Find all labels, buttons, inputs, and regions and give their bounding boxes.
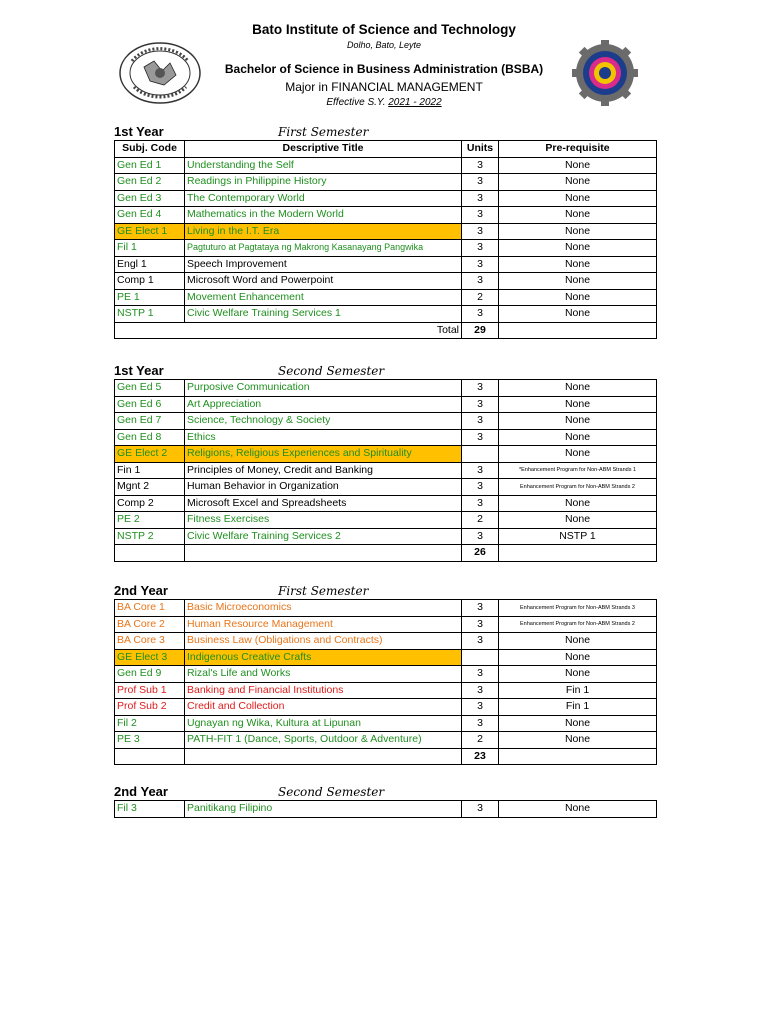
- units-cell: 3: [462, 223, 499, 240]
- prerequisite-cell: *Enhancement Program for Non-ABM Strands 1: [499, 462, 657, 479]
- descriptive-title-cell: Speech Improvement: [185, 256, 462, 273]
- table-row: [115, 616, 657, 633]
- subject-code-cell: BA Core 3: [115, 633, 185, 650]
- descriptive-title-cell: Civic Welfare Training Services 1: [185, 306, 462, 323]
- total-label: Total: [115, 322, 462, 339]
- units-cell: 3: [462, 207, 499, 224]
- units-cell: 3: [462, 256, 499, 273]
- school-seal-logo: [118, 41, 202, 105]
- units-cell: [462, 649, 499, 666]
- total-row: [115, 748, 657, 765]
- prerequisite-cell: None: [499, 801, 657, 818]
- units-cell: 3: [462, 666, 499, 683]
- course-rows: [115, 801, 657, 818]
- units-cell: 3: [462, 190, 499, 207]
- course-table: [114, 800, 657, 818]
- descriptive-title-cell: PATH-FIT 1 (Dance, Sports, Outdoor & Adventure): [185, 732, 462, 749]
- total-row: [115, 545, 657, 562]
- total-empty: [115, 748, 185, 765]
- table-row: [115, 682, 657, 699]
- year-label: 1st Year: [114, 363, 164, 378]
- prerequisite-cell: None: [499, 396, 657, 413]
- table-row: [115, 512, 657, 529]
- subject-code-cell: Gen Ed 4: [115, 207, 185, 224]
- semester-label: First Semester: [278, 584, 369, 598]
- prerequisite-cell: None: [499, 380, 657, 397]
- descriptive-title-cell: Basic Microeconomics: [185, 600, 462, 617]
- descriptive-title-cell: Rizal's Life and Works: [185, 666, 462, 683]
- prerequisite-cell: None: [499, 174, 657, 191]
- subject-code-cell: NSTP 2: [115, 528, 185, 545]
- subject-code-cell: Gen Ed 5: [115, 380, 185, 397]
- prerequisite-cell: None: [499, 306, 657, 323]
- prerequisite-cell: Enhancement Program for Non-ABM Strands 3: [499, 600, 657, 617]
- table-row: [115, 380, 657, 397]
- total-empty: [499, 322, 657, 339]
- subject-code-cell: Gen Ed 3: [115, 190, 185, 207]
- units-cell: 3: [462, 306, 499, 323]
- prerequisite-cell: None: [499, 413, 657, 430]
- subject-code-cell: Fil 1: [115, 240, 185, 257]
- units-cell: 3: [462, 396, 499, 413]
- descriptive-title-cell: Indigenous Creative Crafts: [185, 649, 462, 666]
- table-header-row: [115, 141, 657, 158]
- units-cell: 3: [462, 479, 499, 496]
- prerequisite-cell: None: [499, 207, 657, 224]
- table-row: [115, 223, 657, 240]
- descriptive-title-cell: Credit and Collection: [185, 699, 462, 716]
- subject-code-cell: GE Elect 2: [115, 446, 185, 463]
- units-cell: 2: [462, 512, 499, 529]
- table-row: [115, 633, 657, 650]
- subject-code-cell: Prof Sub 2: [115, 699, 185, 716]
- table-row: [115, 240, 657, 257]
- units-cell: 2: [462, 289, 499, 306]
- prerequisite-cell: None: [499, 495, 657, 512]
- descriptive-title-cell: Microsoft Excel and Spreadsheets: [185, 495, 462, 512]
- prerequisite-cell: None: [499, 273, 657, 290]
- descriptive-title-cell: Human Behavior in Organization: [185, 479, 462, 496]
- units-cell: 3: [462, 715, 499, 732]
- prerequisite-cell: None: [499, 240, 657, 257]
- prerequisite-cell: None: [499, 715, 657, 732]
- table-row: [115, 256, 657, 273]
- units-cell: 3: [462, 273, 499, 290]
- subject-code-cell: GE Elect 1: [115, 223, 185, 240]
- prerequisite-cell: Fin 1: [499, 682, 657, 699]
- table-row: [115, 306, 657, 323]
- units-cell: 3: [462, 633, 499, 650]
- units-cell: 2: [462, 732, 499, 749]
- prerequisite-cell: Fin 1: [499, 699, 657, 716]
- subject-code-cell: BA Core 2: [115, 616, 185, 633]
- table-row: [115, 273, 657, 290]
- institution-name: Bato Institute of Science and Technology: [252, 22, 516, 37]
- table-row: [115, 732, 657, 749]
- prerequisite-cell: None: [499, 512, 657, 529]
- prerequisite-cell: None: [499, 666, 657, 683]
- prerequisite-cell: None: [499, 446, 657, 463]
- col-header-units: Units: [462, 141, 499, 158]
- table-row: [115, 495, 657, 512]
- subject-code-cell: PE 3: [115, 732, 185, 749]
- prerequisite-cell: None: [499, 157, 657, 174]
- table-row: [115, 174, 657, 191]
- prerequisite-cell: None: [499, 429, 657, 446]
- table-row: [115, 666, 657, 683]
- table-row: [115, 649, 657, 666]
- prerequisite-cell: None: [499, 732, 657, 749]
- table-row: [115, 429, 657, 446]
- effective-year: [0, 97, 768, 108]
- table-row: [115, 396, 657, 413]
- major-title: Major in FINANCIAL MANAGEMENT: [285, 80, 483, 94]
- table-row: [115, 446, 657, 463]
- descriptive-title-cell: Business Law (Obligations and Contracts): [185, 633, 462, 650]
- subject-code-cell: Gen Ed 9: [115, 666, 185, 683]
- col-header-title: Descriptive Title: [185, 141, 462, 158]
- units-cell: 3: [462, 528, 499, 545]
- total-row: [115, 322, 657, 339]
- units-cell: 3: [462, 616, 499, 633]
- total-empty: [115, 545, 185, 562]
- prerequisite-cell: NSTP 1: [499, 528, 657, 545]
- units-cell: 3: [462, 600, 499, 617]
- year-label: 1st Year: [114, 124, 164, 139]
- subject-code-cell: Comp 2: [115, 495, 185, 512]
- descriptive-title-cell: Purposive Communication: [185, 380, 462, 397]
- units-cell: 3: [462, 462, 499, 479]
- total-empty: [499, 545, 657, 562]
- prerequisite-cell: None: [499, 633, 657, 650]
- total-units: 29: [462, 322, 499, 339]
- table-row: [115, 462, 657, 479]
- course-table: [114, 140, 657, 339]
- table-row: [115, 157, 657, 174]
- gear-emblem-logo: [568, 40, 642, 106]
- descriptive-title-cell: The Contemporary World: [185, 190, 462, 207]
- subject-code-cell: Comp 1: [115, 273, 185, 290]
- descriptive-title-cell: Human Resource Management: [185, 616, 462, 633]
- table-row: [115, 600, 657, 617]
- effective-prefix: Effective S.Y.: [326, 97, 386, 108]
- subject-code-cell: Fil 3: [115, 801, 185, 818]
- semester-label: First Semester: [278, 125, 369, 139]
- units-cell: 3: [462, 495, 499, 512]
- program-title: Bachelor of Science in Business Administration (BSBA): [224, 62, 544, 76]
- effective-year-value: 2021 - 2022: [388, 97, 442, 108]
- prerequisite-cell: None: [499, 649, 657, 666]
- subject-code-cell: Mgnt 2: [115, 479, 185, 496]
- descriptive-title-cell: Fitness Exercises: [185, 512, 462, 529]
- table-row: [115, 528, 657, 545]
- descriptive-title-cell: Pagtuturo at Pagtataya ng Makrong Kasanayang Pangwika: [185, 240, 462, 257]
- units-cell: 3: [462, 429, 499, 446]
- descriptive-title-cell: Ethics: [185, 429, 462, 446]
- subject-code-cell: PE 2: [115, 512, 185, 529]
- units-cell: 3: [462, 240, 499, 257]
- descriptive-title-cell: Mathematics in the Modern World: [185, 207, 462, 224]
- units-cell: 3: [462, 682, 499, 699]
- units-cell: 3: [462, 380, 499, 397]
- subject-code-cell: Gen Ed 7: [115, 413, 185, 430]
- descriptive-title-cell: Science, Technology & Society: [185, 413, 462, 430]
- prerequisite-cell: None: [499, 289, 657, 306]
- total-label: [185, 748, 462, 765]
- table-row: [115, 801, 657, 818]
- semester-label: Second Semester: [278, 364, 385, 378]
- table-row: [115, 479, 657, 496]
- course-table: [114, 379, 657, 562]
- total-units: 26: [462, 545, 499, 562]
- section-1st-year-second-semester: [114, 363, 656, 562]
- section-2nd-year-second-semester: [114, 784, 656, 818]
- year-label: 2nd Year: [114, 784, 168, 799]
- descriptive-title-cell: Ugnayan ng Wika, Kultura at Lipunan: [185, 715, 462, 732]
- semester-label: Second Semester: [278, 785, 385, 799]
- prerequisite-cell: None: [499, 190, 657, 207]
- subject-code-cell: PE 1: [115, 289, 185, 306]
- institution-address: Dolho, Bato, Leyte: [346, 40, 422, 50]
- prerequisite-cell: None: [499, 223, 657, 240]
- col-header-prereq: Pre-requisite: [499, 141, 657, 158]
- course-rows: [115, 157, 657, 322]
- subject-code-cell: Fil 2: [115, 715, 185, 732]
- descriptive-title-cell: Movement Enhancement: [185, 289, 462, 306]
- subject-code-cell: Gen Ed 8: [115, 429, 185, 446]
- section-1st-year-first-semester: [114, 124, 656, 339]
- table-row: [115, 699, 657, 716]
- prerequisite-cell: Enhancement Program for Non-ABM Strands 2: [499, 616, 657, 633]
- subject-code-cell: GE Elect 3: [115, 649, 185, 666]
- course-table: [114, 599, 657, 765]
- prerequisite-cell: Enhancement Program for Non-ABM Strands 2: [499, 479, 657, 496]
- descriptive-title-cell: Religions, Religious Experiences and Spirituality: [185, 446, 462, 463]
- course-rows: [115, 380, 657, 545]
- descriptive-title-cell: Civic Welfare Training Services 2: [185, 528, 462, 545]
- subject-code-cell: Gen Ed 2: [115, 174, 185, 191]
- total-empty: [499, 748, 657, 765]
- table-row: [115, 715, 657, 732]
- subject-code-cell: Gen Ed 6: [115, 396, 185, 413]
- descriptive-title-cell: Panitikang Filipino: [185, 801, 462, 818]
- units-cell: 3: [462, 413, 499, 430]
- descriptive-title-cell: Microsoft Word and Powerpoint: [185, 273, 462, 290]
- descriptive-title-cell: Art Appreciation: [185, 396, 462, 413]
- table-row: [115, 413, 657, 430]
- table-row: [115, 207, 657, 224]
- descriptive-title-cell: Readings in Philippine History: [185, 174, 462, 191]
- total-units: 23: [462, 748, 499, 765]
- subject-code-cell: Engl 1: [115, 256, 185, 273]
- table-row: [115, 289, 657, 306]
- subject-code-cell: Gen Ed 1: [115, 157, 185, 174]
- descriptive-title-cell: Principles of Money, Credit and Banking: [185, 462, 462, 479]
- units-cell: 3: [462, 801, 499, 818]
- descriptive-title-cell: Understanding the Self: [185, 157, 462, 174]
- subject-code-cell: NSTP 1: [115, 306, 185, 323]
- section-2nd-year-first-semester: [114, 583, 656, 765]
- units-cell: [462, 446, 499, 463]
- subject-code-cell: Prof Sub 1: [115, 682, 185, 699]
- descriptive-title-cell: Living in the I.T. Era: [185, 223, 462, 240]
- subject-code-cell: Fin 1: [115, 462, 185, 479]
- prerequisite-cell: None: [499, 256, 657, 273]
- course-rows: [115, 600, 657, 749]
- year-label: 2nd Year: [114, 583, 168, 598]
- subject-code-cell: BA Core 1: [115, 600, 185, 617]
- units-cell: 3: [462, 174, 499, 191]
- units-cell: 3: [462, 157, 499, 174]
- col-header-code: Subj. Code: [115, 141, 185, 158]
- descriptive-title-cell: Banking and Financial Institutions: [185, 682, 462, 699]
- units-cell: 3: [462, 699, 499, 716]
- total-label: [185, 545, 462, 562]
- table-row: [115, 190, 657, 207]
